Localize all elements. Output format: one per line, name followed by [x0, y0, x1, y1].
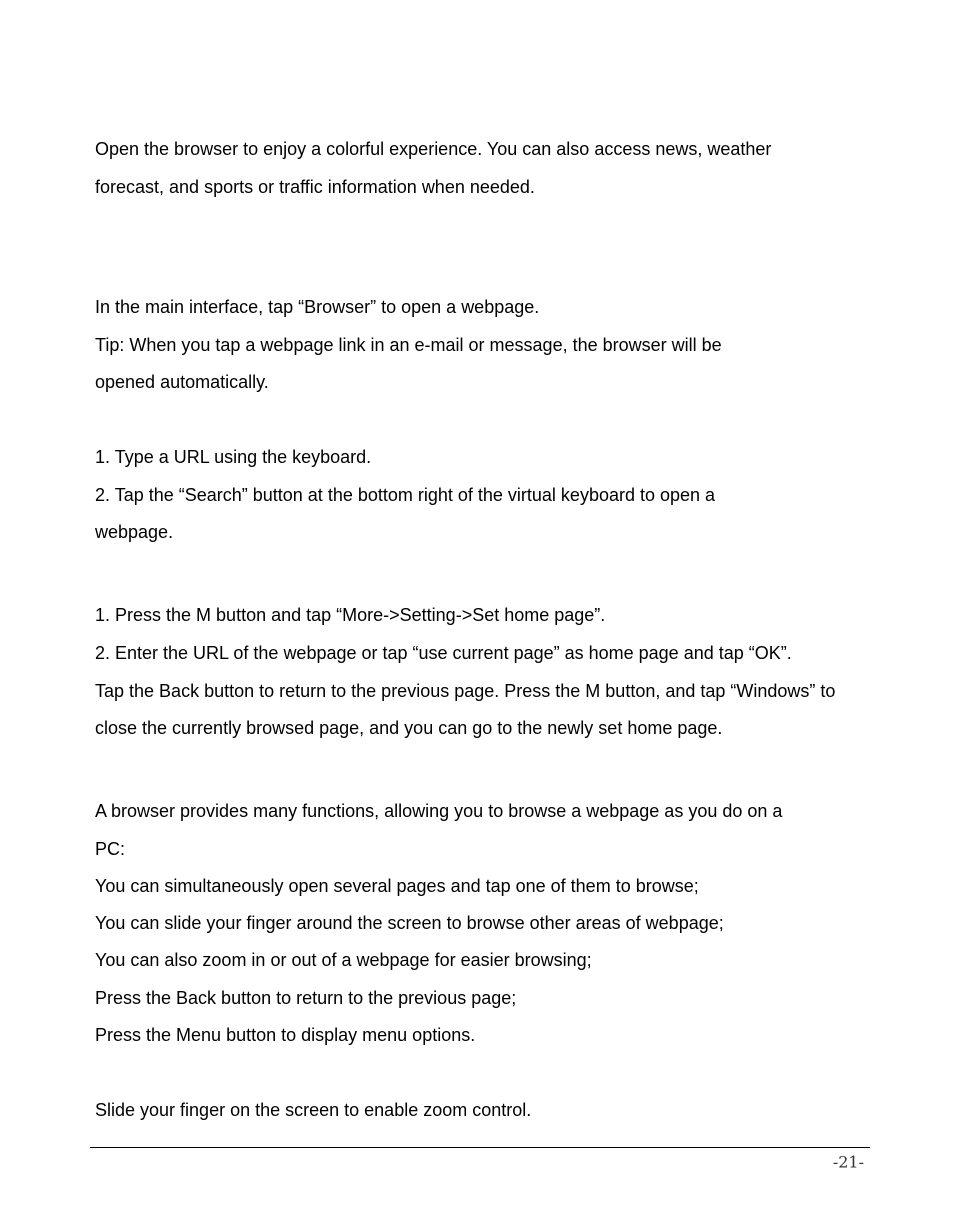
home-page-step-1: 1. Press the M button and tap “More->Setting->Set home page”. [95, 605, 606, 625]
home-page-note-line-2: close the currently browsed page, and you can go to the newly set home page. [95, 718, 723, 738]
intro-text-line-2: forecast, and sports or traffic information when needed. [95, 177, 535, 197]
functions-intro-line-2: PC: [95, 839, 126, 859]
functions-item: You can also zoom in or out of a webpage for easier browsing; [95, 950, 592, 970]
intro-text-line-1: Open the browser to enjoy a colorful experience. You can also access news, weather [95, 139, 772, 159]
open-url-step-2-line-1: 2. Tap the “Search” button at the bottom right of the virtual keyboard to open a [95, 485, 716, 505]
page-number: -21- [832, 1152, 864, 1172]
functions-item: You can slide your finger around the screen to browse other areas of webpage; [95, 913, 724, 933]
open-browser-text: In the main interface, tap “Browser” to open a webpage. [95, 297, 540, 317]
open-url-step-1: 1. Type a URL using the keyboard. [95, 447, 372, 467]
footer-divider [90, 1147, 870, 1148]
functions-item: You can simultaneously open several pages and tap one of them to browse; [95, 876, 699, 896]
home-page-note-line-1: Tap the Back button to return to the previous page. Press the M button, and tap “Windows” to [95, 681, 836, 701]
functions-item: Press the Menu button to display menu options. [95, 1025, 476, 1045]
zoom-text: Slide your finger on the screen to enable zoom control. [95, 1100, 532, 1120]
functions-intro-line-1: A browser provides many functions, allowing you to browse a webpage as you do on a [95, 801, 783, 821]
open-browser-tip-line-1: Tip: When you tap a webpage link in an e-mail or message, the browser will be [95, 335, 722, 355]
open-url-step-2-line-2: webpage. [95, 522, 174, 542]
functions-item: Press the Back button to return to the previous page; [95, 988, 517, 1008]
home-page-step-2: 2. Enter the URL of the webpage or tap “use current page” as home page and tap “OK”. [95, 643, 792, 663]
open-browser-tip-line-2: opened automatically. [95, 372, 269, 392]
